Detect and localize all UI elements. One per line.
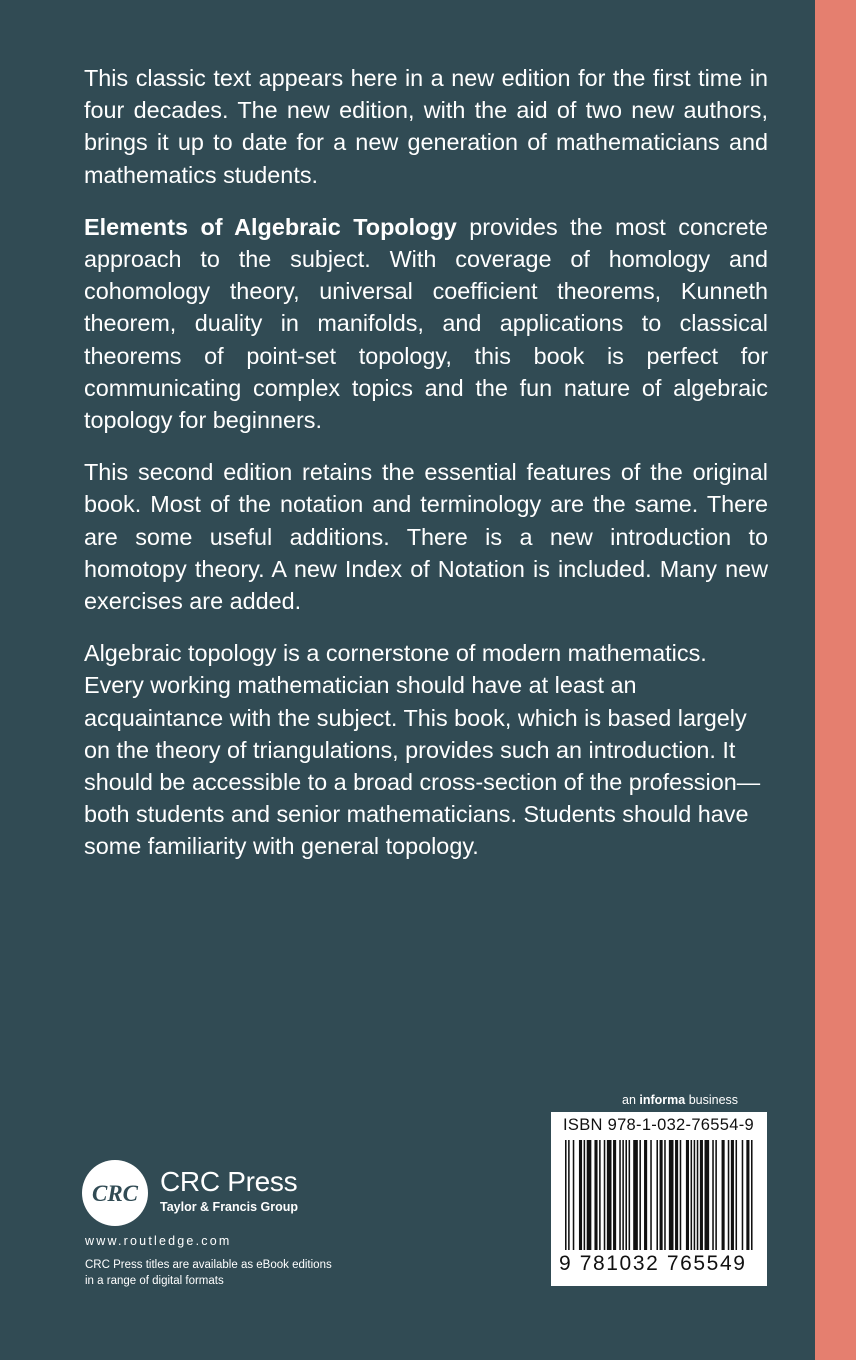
- barcode-bar: [675, 1140, 678, 1250]
- barcode-bar: [613, 1140, 616, 1250]
- barcode-bar: [691, 1140, 693, 1250]
- blurb-paragraph-4: Algebraic topology is a cornerstone of modern mathematics. Every working mathematician should have at least an acquaintance with the subject. This book, which is based largely on the theory of triangulations, provides such an introduction. It should be accessible to a broad cross-section of the profession—both students and senior mathematicians. Students should have some familiarity with general topology.: [84, 640, 761, 860]
- barcode-bar: [656, 1140, 658, 1250]
- publisher-website: www.routledge.com: [85, 1234, 232, 1248]
- barcode-bar: [584, 1140, 586, 1250]
- barcode-bar: [607, 1140, 612, 1250]
- barcode-bar: [712, 1140, 714, 1250]
- barcode-bar: [565, 1140, 567, 1250]
- barcode-bar: [669, 1140, 674, 1250]
- barcode-bar: [619, 1140, 621, 1250]
- informa-business-tag: an informa business: [622, 1093, 739, 1107]
- barcode-bar: [736, 1140, 738, 1250]
- barcode-bar: [700, 1140, 703, 1250]
- barcode-bar: [604, 1140, 606, 1250]
- barcode-bar: [697, 1140, 699, 1250]
- back-cover-blurb: [84, 62, 768, 883]
- barcode-bar: [633, 1140, 638, 1250]
- barcode-bar: [694, 1140, 696, 1250]
- barcode-bars: [563, 1140, 755, 1256]
- barcode-bar: [594, 1140, 597, 1250]
- blurb-paragraph-1: This classic text appears here in a new edition for the first time in four decades. The new edition, with the aid of two new authors, brings it up to date for a new generation of mathematicians and mathematics students.: [84, 65, 768, 188]
- crc-logo-text: CRC: [91, 1181, 139, 1206]
- blurb-paragraph-3: This second edition retains the essential features of the original book. Most of the notation and terminology are the same. There are some useful additions. There is a new introduction to homotopy theory. A new Index of Notation is included. Many new exercises are added.: [84, 459, 768, 615]
- barcode-bar: [686, 1140, 689, 1250]
- blurb-paragraph-2: [84, 211, 768, 436]
- barcode-bar: [664, 1140, 666, 1250]
- barcode-bar: [680, 1140, 682, 1250]
- ebook-availability-note: CRC Press titles are available as eBook editions in a range of digital formats: [85, 1259, 332, 1287]
- isbn-barcode: [551, 1112, 767, 1286]
- barcode-bar: [728, 1140, 730, 1250]
- barcode-bar: [722, 1140, 725, 1250]
- blurb-paragraph-2-text: provides the most concrete approach to the subject. With coverage of homology and cohomology theory, universal coefficient theorems, Kunneth theorem, duality in manifolds, and applications to classical theorems of point-set topology, this book is perfect for communicating complex topics and the fun nature of algebraic topology for beginners.: [84, 213, 768, 434]
- barcode-bar: [579, 1140, 582, 1250]
- barcode-bar: [742, 1140, 744, 1250]
- crc-logo: [80, 1158, 150, 1228]
- publisher-name: CRC Press: [160, 1166, 298, 1197]
- barcode-bar: [568, 1140, 570, 1250]
- publisher-group: Taylor & Francis Group: [160, 1200, 298, 1214]
- isbn-label: ISBN 978-1-032-76554-9: [563, 1116, 754, 1134]
- barcode-digits: 9 781032 765549: [559, 1252, 747, 1275]
- barcode-bar: [715, 1140, 717, 1250]
- barcode-bar: [639, 1140, 641, 1250]
- book-title: Elements of Algebraic Topology: [84, 213, 457, 240]
- barcode-bar: [650, 1140, 652, 1250]
- barcode-bar: [746, 1140, 749, 1250]
- barcode-bar: [629, 1140, 631, 1250]
- barcode-bar: [573, 1140, 575, 1250]
- barcode-bar: [705, 1140, 710, 1250]
- spine-stripe: [815, 0, 856, 1360]
- barcode-bar: [599, 1140, 601, 1250]
- barcode-bar: [625, 1140, 627, 1250]
- barcode-bar: [622, 1140, 624, 1250]
- barcode-bar: [731, 1140, 734, 1250]
- barcode-bar: [751, 1140, 753, 1250]
- barcode-bar: [660, 1140, 663, 1250]
- barcode-bar: [587, 1140, 592, 1250]
- barcode-bar: [644, 1140, 647, 1250]
